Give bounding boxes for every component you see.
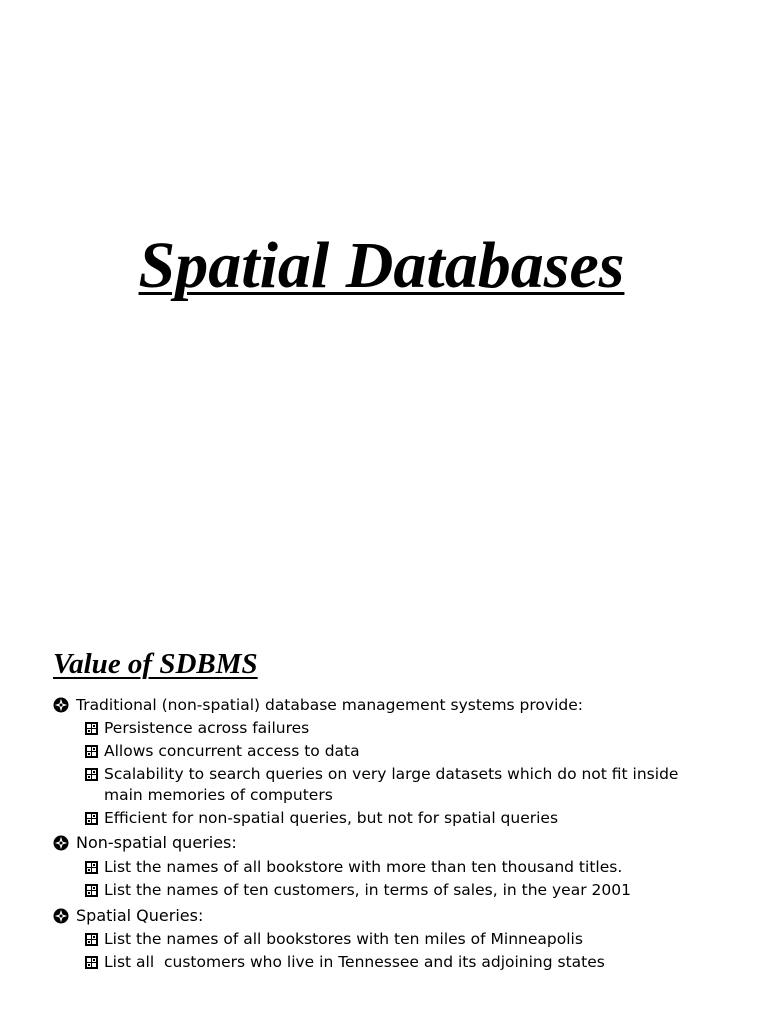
checkered-square-bullet-icon bbox=[85, 812, 98, 825]
sublist-item-text: List all customers who live in Tennessee and its adjoining states bbox=[104, 953, 605, 971]
sublist-item-line: Scalability to search queries on very large datasets which do not fit inside bbox=[104, 765, 679, 783]
sublist-item-text: Persistence across failures bbox=[104, 719, 310, 737]
sublist-item bbox=[85, 857, 622, 878]
checkered-square-bullet-icon bbox=[85, 745, 98, 758]
list-item-text: Spatial Queries: bbox=[76, 906, 204, 925]
checkered-square-bullet-icon bbox=[85, 933, 98, 946]
sublist-item bbox=[85, 929, 583, 950]
compass-star-bullet-icon bbox=[53, 835, 69, 851]
compass-star-bullet-icon bbox=[53, 697, 69, 713]
list-item-non-spatial-queries bbox=[53, 832, 237, 854]
compass-star-bullet-icon bbox=[53, 908, 69, 924]
checkered-square-bullet-icon bbox=[85, 956, 98, 969]
sublist-item-text: Efficient for non-spatial queries, but not for spatial queries bbox=[104, 809, 559, 827]
document-title: Spatial Databases bbox=[138, 229, 625, 302]
sublist-item-text: List the names of all bookstore with more than ten thousand titles. bbox=[104, 858, 623, 876]
list-item-spatial-queries bbox=[53, 905, 203, 927]
list-item-traditional bbox=[53, 694, 583, 716]
sublist-item bbox=[85, 764, 678, 806]
list-item-text: Non-spatial queries: bbox=[76, 833, 237, 852]
sublist-item bbox=[85, 952, 605, 973]
sublist-item bbox=[85, 718, 309, 739]
sublist-item bbox=[85, 880, 631, 901]
checkered-square-bullet-icon bbox=[85, 861, 98, 874]
sublist-item bbox=[85, 808, 558, 829]
section-heading: Value of SDBMS bbox=[53, 648, 258, 680]
checkered-square-bullet-icon bbox=[85, 722, 98, 735]
sublist-item-text: List the names of ten customers, in terms of sales, in the year 2001 bbox=[104, 881, 631, 899]
list-item-text: Traditional (non-spatial) database management systems provide: bbox=[76, 696, 583, 714]
sublist-item-text: Allows concurrent access to data bbox=[104, 742, 360, 760]
sublist-item-text: List the names of all bookstores with ten miles of Minneapolis bbox=[104, 930, 583, 948]
sublist-item bbox=[85, 741, 360, 762]
checkered-square-bullet-icon bbox=[85, 884, 98, 897]
checkered-square-bullet-icon bbox=[85, 768, 98, 781]
sublist-item-line: main memories of computers bbox=[104, 786, 333, 804]
sublist-item-text bbox=[104, 764, 678, 806]
